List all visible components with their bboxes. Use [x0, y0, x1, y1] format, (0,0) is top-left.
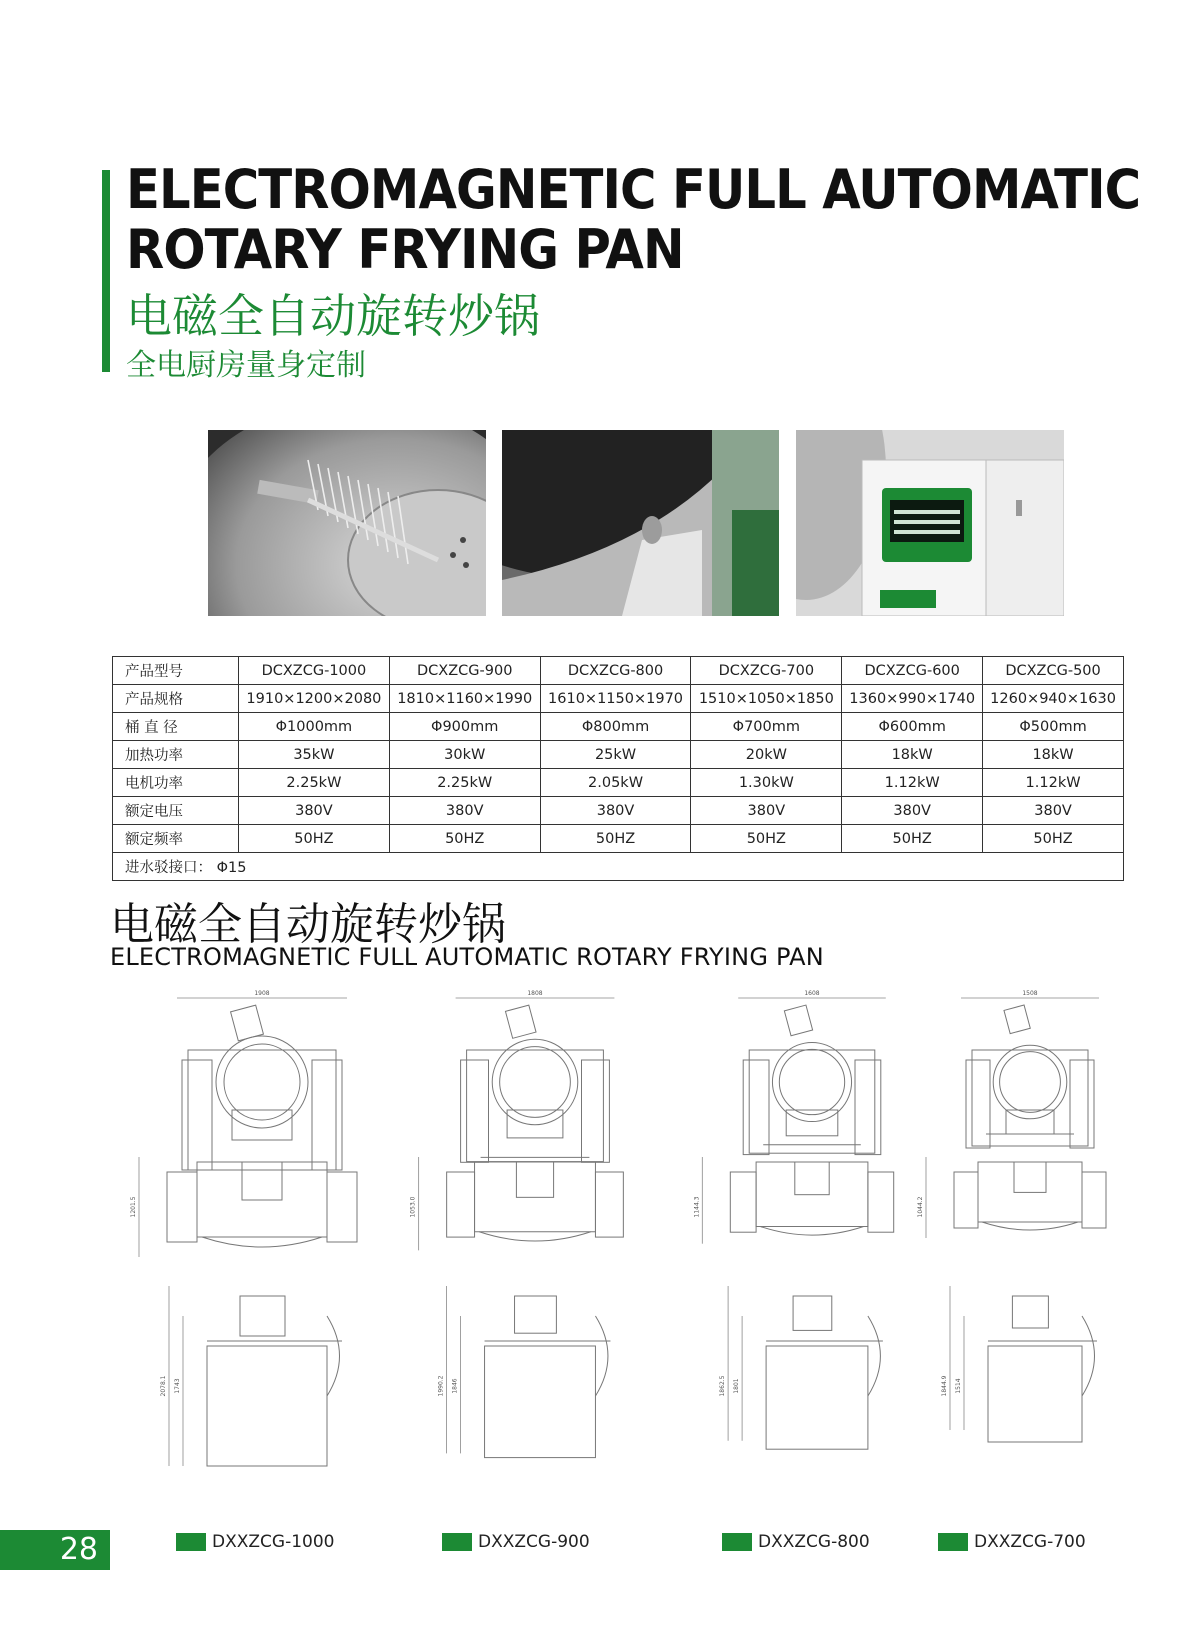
machine-side-cabinet	[966, 1060, 990, 1148]
dimension-label-height: 1862.5	[719, 1375, 727, 1397]
model-label-4	[938, 1531, 1086, 1553]
dimension-label-height-2: 1514	[955, 1378, 962, 1394]
spec-cell: 380V	[983, 797, 1124, 825]
spec-cell: Φ800mm	[540, 713, 691, 741]
spec-cell: 18kW	[983, 741, 1124, 769]
spec-cell: 50HZ	[983, 825, 1124, 853]
model-label-1	[176, 1531, 334, 1553]
machine-cradle-outline	[232, 1110, 292, 1140]
spec-cell: Φ700mm	[691, 713, 842, 741]
pan-outline	[993, 1045, 1067, 1119]
model-name: DXXZCG-800	[758, 1532, 870, 1552]
spec-cell: 50HZ	[239, 825, 390, 853]
plan-side-box	[167, 1172, 197, 1242]
spec-note: 进水驳接口： Φ15	[113, 853, 1124, 881]
spec-row	[113, 797, 1124, 825]
side-body-outline	[485, 1346, 596, 1458]
spec-cell: 35kW	[239, 741, 390, 769]
technical-drawings	[0, 990, 1200, 1530]
side-control-box	[240, 1296, 285, 1336]
dimension-label-height-2: 1846	[451, 1378, 459, 1394]
spec-cell: 18kW	[842, 741, 983, 769]
spec-row	[113, 741, 1124, 769]
machine-side-cabinet	[461, 1060, 489, 1162]
plan-control-box	[516, 1162, 553, 1197]
photo-control-panel	[796, 430, 1064, 616]
machine-side-cabinet	[582, 1060, 610, 1162]
spec-cell: DCXZCG-500	[983, 657, 1124, 685]
spec-cell: DCXZCG-800	[540, 657, 691, 685]
spec-cell: 30kW	[389, 741, 540, 769]
dimension-label-height: 1990.2	[437, 1375, 445, 1397]
dimension-label-width: 1608	[804, 990, 820, 997]
section-title-en: ELECTROMAGNETIC FULL AUTOMATIC ROTARY FRYING PAN	[110, 943, 824, 971]
model-swatch	[442, 1533, 472, 1551]
spec-cell: 380V	[389, 797, 540, 825]
side-control-box	[793, 1296, 832, 1330]
machine-side-cabinet	[855, 1060, 881, 1155]
control-panel-outline	[505, 1005, 536, 1038]
plan-side-box	[595, 1172, 623, 1237]
dimension-label-width: 1508	[1022, 990, 1038, 997]
machine-body-outline	[972, 1050, 1088, 1146]
spec-cell: 1.12kW	[983, 769, 1124, 797]
model-swatch	[938, 1533, 968, 1551]
spec-row-label: 额定频率	[113, 825, 239, 853]
page-subtitle-cn: 全电厨房量身定制	[126, 348, 366, 383]
side-control-box	[1012, 1296, 1048, 1328]
dimension-label-depth: 1053.0	[409, 1196, 417, 1218]
photo-pan-detail	[502, 430, 779, 616]
spec-note-row	[113, 853, 1124, 881]
plan-side-box	[327, 1172, 357, 1242]
spec-cell: 1.12kW	[842, 769, 983, 797]
spec-row-label: 产品规格	[113, 685, 239, 713]
spec-cell: 50HZ	[389, 825, 540, 853]
spec-cell: 1.30kW	[691, 769, 842, 797]
spec-cell: 1510×1050×1850	[691, 685, 842, 713]
side-pan-curve	[595, 1316, 608, 1396]
spec-cell: 1260×940×1630	[983, 685, 1124, 713]
page-number: 28	[0, 1530, 110, 1570]
spec-cell: DCXZCG-900	[389, 657, 540, 685]
spec-cell: 50HZ	[540, 825, 691, 853]
side-body-outline	[988, 1346, 1082, 1442]
machine-side-cabinet	[312, 1060, 342, 1170]
spec-cell: 2.25kW	[389, 769, 540, 797]
spec-row-label: 电机功率	[113, 769, 239, 797]
spec-cell: 380V	[842, 797, 983, 825]
pan-outline	[492, 1039, 578, 1125]
machine-cradle-outline	[507, 1110, 563, 1138]
machine-side-cabinet	[182, 1060, 212, 1170]
spec-cell: 380V	[691, 797, 842, 825]
plan-control-box	[795, 1162, 829, 1195]
dimension-label-depth: 1044.2	[917, 1196, 924, 1218]
pan-inner-outline	[1000, 1052, 1061, 1113]
spec-row	[113, 769, 1124, 797]
dimension-label-width: 1908	[254, 990, 270, 997]
plan-control-box	[242, 1162, 282, 1200]
spec-cell: DCXZCG-700	[691, 657, 842, 685]
machine-body-outline	[749, 1050, 875, 1153]
spec-cell: 1910×1200×2080	[239, 685, 390, 713]
plan-pan-curve	[760, 1227, 863, 1236]
spec-cell: 380V	[239, 797, 390, 825]
model-label-3	[722, 1531, 870, 1553]
side-body-outline	[766, 1346, 868, 1449]
photo-stirring-rake	[208, 430, 486, 616]
model-name: DXXZCG-700	[974, 1532, 1086, 1552]
machine-side-cabinet	[743, 1060, 769, 1155]
pan-inner-outline	[500, 1047, 571, 1118]
pan-inner-outline	[224, 1044, 300, 1120]
dimension-label-width: 1808	[527, 990, 543, 997]
machine-body-outline	[467, 1050, 604, 1162]
control-panel-outline	[231, 1005, 264, 1041]
side-pan-curve	[868, 1316, 881, 1396]
plan-side-box	[868, 1172, 894, 1232]
spec-cell: Φ500mm	[983, 713, 1124, 741]
plan-pan-curve	[202, 1237, 322, 1247]
side-control-box	[515, 1296, 557, 1333]
model-label-2	[442, 1531, 590, 1553]
control-panel-outline	[1004, 1005, 1030, 1034]
control-panel-outline	[784, 1005, 812, 1036]
machine-cradle-outline	[1006, 1110, 1054, 1134]
section-title-cn: 电磁全自动旋转炒锅	[110, 899, 506, 950]
plan-pan-curve	[479, 1232, 591, 1241]
spec-cell: 2.05kW	[540, 769, 691, 797]
spec-cell: 1610×1150×1970	[540, 685, 691, 713]
plan-control-box	[1014, 1162, 1046, 1192]
drawings-canvas	[0, 990, 1200, 1530]
spec-row	[113, 825, 1124, 853]
dimension-label-height: 2078.1	[160, 1375, 167, 1397]
spec-cell: 50HZ	[842, 825, 983, 853]
spec-cell: 25kW	[540, 741, 691, 769]
spec-row-label: 额定电压	[113, 797, 239, 825]
spec-row-label: 产品型号	[113, 657, 239, 685]
spec-cell: Φ600mm	[842, 713, 983, 741]
spec-cell: 1810×1160×1990	[389, 685, 540, 713]
spec-row-label: 桶 直 径	[113, 713, 239, 741]
side-pan-curve	[1082, 1316, 1095, 1396]
plan-side-box	[730, 1172, 756, 1232]
spec-cell: 20kW	[691, 741, 842, 769]
spec-row-label: 加热功率	[113, 741, 239, 769]
spec-cell: Φ1000mm	[239, 713, 390, 741]
spec-row	[113, 657, 1124, 685]
machine-side-cabinet	[1070, 1060, 1094, 1148]
dimension-label-depth: 1144.3	[693, 1196, 701, 1218]
machine-cradle-outline	[786, 1110, 838, 1136]
spec-cell: 50HZ	[691, 825, 842, 853]
spec-cell: DCXZCG-1000	[239, 657, 390, 685]
model-name: DXXZCG-900	[478, 1532, 590, 1552]
spec-row	[113, 685, 1124, 713]
dimension-label-height-2: 1743	[174, 1378, 181, 1394]
spec-row	[113, 713, 1124, 741]
spec-cell: 380V	[540, 797, 691, 825]
title-en-line2: ROTARY FRYING PAN	[126, 218, 684, 281]
plan-pan-curve	[982, 1222, 1078, 1230]
dimension-label-height-2: 1801	[733, 1378, 741, 1394]
plan-side-box	[954, 1172, 978, 1228]
page-title-cn: 电磁全自动旋转炒锅	[126, 289, 540, 343]
plan-side-box	[1082, 1172, 1106, 1228]
dimension-label-depth: 1201.5	[130, 1196, 137, 1218]
plan-side-box	[447, 1172, 475, 1237]
title-en-line1: ELECTROMAGNETIC FULL AUTOMATIC	[126, 158, 1141, 221]
spec-cell: Φ900mm	[389, 713, 540, 741]
spec-cell: DCXZCG-600	[842, 657, 983, 685]
side-pan-curve	[327, 1316, 340, 1396]
page-title-en	[126, 160, 1140, 280]
spec-cell: 1360×990×1740	[842, 685, 983, 713]
spec-table	[112, 656, 1124, 881]
spec-cell: 2.25kW	[239, 769, 390, 797]
title-accent-bar	[102, 170, 110, 372]
model-name: DXXZCG-1000	[212, 1532, 335, 1552]
dimension-label-height: 1844.9	[941, 1375, 948, 1397]
pan-inner-outline	[779, 1049, 844, 1114]
model-swatch	[722, 1533, 752, 1551]
side-body-outline	[207, 1346, 327, 1466]
model-swatch	[176, 1533, 206, 1551]
